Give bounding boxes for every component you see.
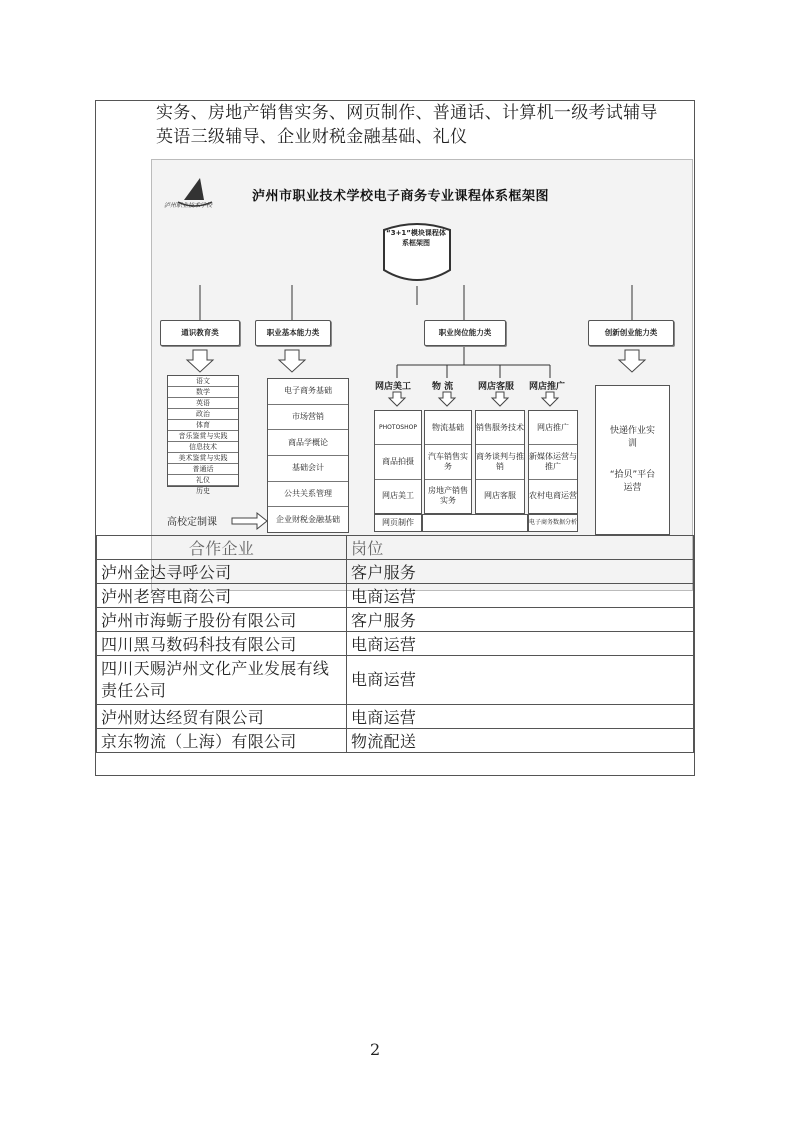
basic-course: 商品学概论	[268, 430, 348, 456]
job-course-data: 电子商务数据分析	[528, 514, 578, 532]
job-course: 商务谈判与推销	[476, 445, 524, 479]
job-course: 销售服务技术	[476, 411, 524, 445]
table-row	[97, 705, 694, 729]
table-row	[97, 632, 694, 656]
job-course: 汽车销售实务	[425, 445, 471, 479]
curriculum-diagram	[151, 159, 693, 591]
diagram-title: 泸州市职业技术学校电子商务专业课程体系框架图	[252, 189, 550, 204]
company-cell: 泸州金达寻呼公司	[97, 560, 347, 584]
company-cell: 泸州市海蛎子股份有限公司	[97, 608, 347, 632]
table-row	[97, 560, 694, 584]
general-course: 音乐鉴赏与实践	[168, 431, 238, 442]
category-basic: 职业基本能力类	[255, 320, 331, 346]
company-cell: 四川黑马数码科技有限公司	[97, 632, 347, 656]
page-number: 2	[370, 1040, 381, 1059]
root-node: “3+1”模块课程体系框架图	[386, 229, 446, 247]
header-position: 岗位	[347, 536, 694, 560]
job-column-service	[475, 410, 525, 514]
basic-course: 公共关系管理	[268, 482, 348, 508]
general-course: 信息技术	[168, 442, 238, 453]
job-course: 新媒体运营与推广	[529, 445, 577, 479]
intro-line-2: 英语三级辅导、企业财税金融基础、礼仪	[156, 127, 468, 147]
intro-text	[156, 101, 696, 149]
custom-course-label: 高校定制课	[167, 517, 217, 528]
intro-line-1: 实务、房地产销售实务、网页制作、普通话、计算机一级考试辅导	[156, 103, 658, 123]
basic-course: 企业财税金融基础	[276, 514, 340, 524]
general-course: 美术鉴赏与实践	[168, 453, 238, 464]
company-cell: 泸州老窖电商公司	[97, 584, 347, 608]
job-course-web: 网页制作	[374, 514, 422, 532]
job-course: PHOTOSHOP	[375, 411, 421, 445]
job-group-title: 网店推广	[529, 382, 566, 392]
position-cell: 电商运营	[347, 632, 694, 656]
position-cell: 电商运营	[347, 705, 694, 729]
basic-course: 电子商务基础	[268, 379, 348, 405]
innovation-item: 快递作业实训	[609, 426, 655, 449]
job-course: 房地产销售实务	[428, 486, 468, 506]
school-logo-icon	[164, 172, 234, 216]
table-row	[97, 584, 694, 608]
table-row	[97, 608, 694, 632]
logo-text: 泸州职业技术学校	[164, 202, 213, 209]
general-course: 普通话	[168, 464, 238, 475]
company-cell: 四川天赐泸州文化产业发展有线责任公司	[97, 656, 347, 705]
header-company: 合作企业	[97, 536, 347, 560]
general-course: 英语	[168, 398, 238, 409]
job-group-title: 网店客服	[478, 382, 515, 392]
job-column-logistics	[424, 410, 472, 514]
job-course: 物流基础	[425, 411, 471, 445]
company-cell: 泸州财达经贸有限公司	[97, 705, 347, 729]
position-cell: 客户服务	[347, 560, 694, 584]
category-innovation: 创新创业能力类	[588, 320, 674, 346]
general-course: 数学	[168, 387, 238, 398]
general-course: 语文	[168, 376, 238, 387]
job-course: 网店客服	[484, 491, 516, 501]
general-course-list	[167, 375, 239, 495]
general-course: 政治	[168, 409, 238, 420]
basic-course: 市场营销	[268, 405, 348, 431]
position-cell: 客户服务	[347, 608, 694, 632]
innovation-box	[595, 385, 670, 535]
job-course: 农村电商运营	[529, 491, 577, 501]
category-job: 职业岗位能力类	[424, 320, 506, 346]
table-row	[97, 656, 694, 705]
basic-course-list	[267, 378, 349, 533]
job-course: 网店推广	[529, 411, 577, 445]
basic-course: 基础会计	[268, 456, 348, 482]
job-course: 商品拍摄	[375, 445, 421, 479]
page-frame	[95, 100, 695, 776]
general-course: 历史	[196, 487, 210, 495]
general-course: 体育	[168, 420, 238, 431]
position-cell: 电商运营	[347, 656, 694, 705]
category-general: 通识教育类	[160, 320, 240, 346]
table-row	[97, 729, 694, 753]
table-header-row	[97, 536, 694, 560]
job-course-blank	[422, 514, 528, 532]
general-course: 礼仪	[168, 475, 238, 486]
job-column-design	[374, 410, 422, 514]
position-cell: 物流配送	[347, 729, 694, 753]
job-column-promotion	[528, 410, 578, 514]
job-group-title: 网店美工	[375, 382, 412, 392]
innovation-item: “拾贝”平台运营	[609, 470, 656, 493]
job-group-title: 物 流	[432, 382, 454, 392]
company-cell: 京东物流（上海）有限公司	[97, 729, 347, 753]
position-cell: 电商运营	[347, 584, 694, 608]
job-course: 网店美工	[382, 491, 414, 501]
partner-table	[96, 535, 694, 753]
